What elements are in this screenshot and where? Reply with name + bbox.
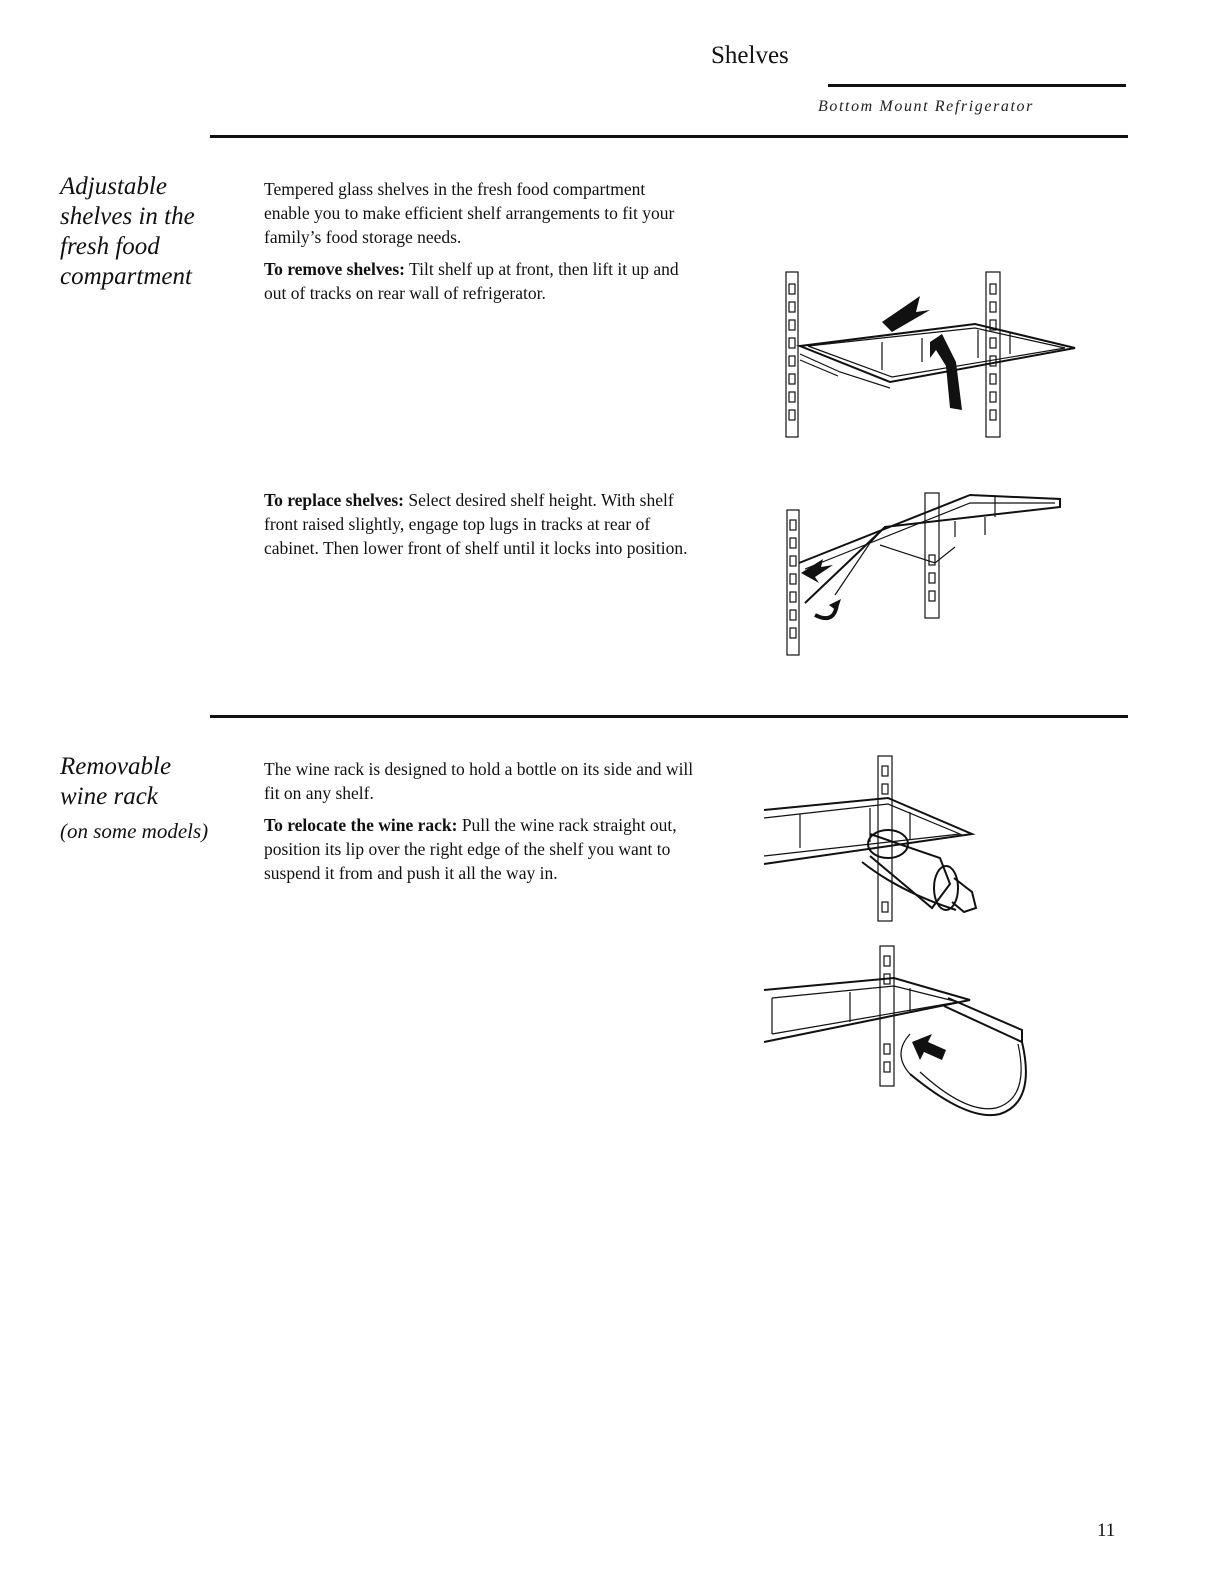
- page-subtitle: Bottom Mount Refrigerator: [818, 98, 1034, 115]
- shelves-intro: Tempered glass shelves in the fresh food compartment enable you to make efficient shelf arrangements to fit your family’s food storage needs.: [264, 179, 675, 247]
- relocate-wine-rack-instructions: To relocate the wine rack: Pull the wine rack straight out, position its lip over the right edge of the shelf you want to suspend it from and push it all the way in.: [264, 815, 677, 883]
- shelf-removal-illustration: [770, 262, 1090, 442]
- remove-shelves-instructions: To remove shelves: Tilt shelf up at front, then lift it up and out of tracks on rear wall of refrigerator.: [264, 259, 679, 303]
- section-divider-middle: [210, 715, 1128, 718]
- replace-shelves-block: [264, 488, 694, 568]
- wine-rack-insertion-illustration: [760, 942, 1050, 1132]
- header-rule: [828, 84, 1126, 87]
- wine-rack-intro: The wine rack is designed to hold a bottle on its side and will fit on any shelf.: [264, 759, 694, 803]
- wine-rack-block: [264, 757, 694, 893]
- shelves-intro-block: [264, 177, 694, 313]
- replace-shelves-instructions: To replace shelves: Select desired shelf height. With shelf front raised slightly, engage top lugs in tracks at rear of cabinet. Then lower front of shelf until it locks into position.: [264, 490, 688, 558]
- section-heading-adjustable-shelves: Adjustable shelves in the fresh food compartment: [60, 173, 195, 290]
- section-heading-note: (on some models): [60, 819, 209, 843]
- section-heading-wine-rack: Removable wine rack (on some models): [60, 752, 208, 846]
- page-title: Shelves: [711, 42, 789, 69]
- shelf-replacement-illustration: [775, 485, 1075, 660]
- page-number: 11: [1097, 1520, 1116, 1541]
- wine-rack-with-bottle-illustration: [760, 752, 1000, 927]
- section-divider-top: [210, 135, 1128, 138]
